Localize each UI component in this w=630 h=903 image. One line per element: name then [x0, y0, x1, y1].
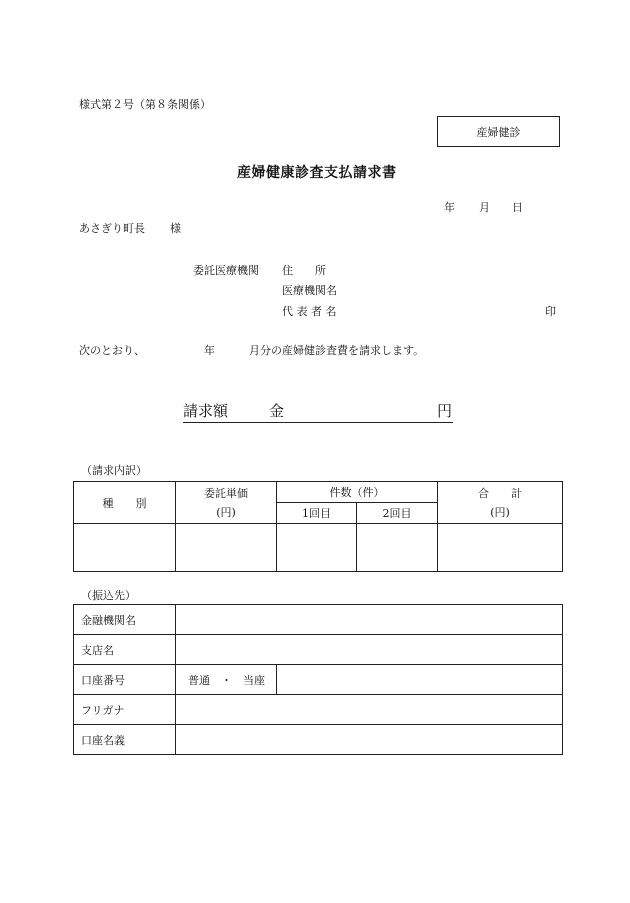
claim-amount-yen: 円: [437, 402, 453, 420]
document-title: 産婦健康診査支払請求書: [237, 165, 397, 181]
provider-heading: 委託医療機関: [193, 264, 259, 277]
header-total: [438, 482, 563, 524]
addressee: あさぎり町長: [79, 222, 145, 235]
row-total-cell[interactable]: [438, 524, 563, 572]
header-total-unit: (円): [490, 506, 510, 519]
provider-address-label: 住 所: [282, 264, 326, 277]
header-count: 件数（件）: [277, 482, 438, 503]
furigana-value[interactable]: [176, 695, 563, 725]
statement-prefix: 次のとおり、: [79, 344, 145, 357]
account-number-value[interactable]: [277, 665, 563, 695]
bank-name-label: 金融機関名: [74, 605, 176, 635]
row-unit-price-cell[interactable]: [176, 524, 277, 572]
transfer-row-bank: [74, 605, 563, 635]
date-month-label: 月: [479, 201, 490, 214]
honorific: 様: [170, 222, 181, 235]
form-number: 様式第２号（第８条関係）: [79, 98, 211, 111]
row-type-cell[interactable]: [74, 524, 176, 572]
provider-representative-label: 代 表 者 名: [282, 305, 337, 318]
header-unit-price-label: 委託単価: [204, 487, 248, 500]
transfer-row-branch: [74, 635, 563, 665]
date-day-label: 日: [512, 201, 523, 214]
header-unit-price-unit: (円): [216, 506, 236, 519]
claim-amount-kin: 金: [269, 402, 285, 420]
furigana-label: フリガナ: [74, 695, 176, 725]
transfer-table: [73, 604, 563, 755]
row-second-visit-cell[interactable]: [357, 524, 438, 572]
seal-mark: 印: [545, 305, 556, 318]
transfer-row-holder: [74, 725, 563, 755]
header-unit-price: [176, 482, 277, 524]
transfer-caption: （振込先）: [81, 589, 136, 602]
form-type-box: 産婦健診: [437, 116, 560, 147]
transfer-row-furigana: [74, 695, 563, 725]
account-number-label: 口座番号: [74, 665, 176, 695]
breakdown-row: [74, 524, 563, 572]
transfer-row-account-number: [74, 665, 563, 695]
claim-amount-label: 請求額: [183, 402, 229, 420]
row-first-visit-cell[interactable]: [277, 524, 357, 572]
account-holder-value[interactable]: [176, 725, 563, 755]
bank-name-value[interactable]: [176, 605, 563, 635]
breakdown-table: [73, 481, 563, 572]
header-type: 種 別: [74, 482, 176, 524]
statement-suffix: 月分の産婦健診査費を請求します。: [249, 344, 425, 357]
breakdown-caption: （請求内訳）: [81, 464, 147, 477]
date-year-label: 年: [444, 201, 455, 214]
provider-name-label: 医療機関名: [282, 284, 337, 297]
header-first-visit: 1回目: [277, 503, 357, 524]
branch-name-label: 支店名: [74, 635, 176, 665]
account-type-choice[interactable]: 普通 ・ 当座: [176, 665, 277, 695]
account-holder-label: 口座名義: [74, 725, 176, 755]
header-total-label: 合 計: [478, 487, 522, 500]
statement-year: 年: [204, 344, 215, 357]
header-second-visit: 2回目: [357, 503, 438, 524]
claim-amount-line: [183, 404, 453, 423]
branch-name-value[interactable]: [176, 635, 563, 665]
